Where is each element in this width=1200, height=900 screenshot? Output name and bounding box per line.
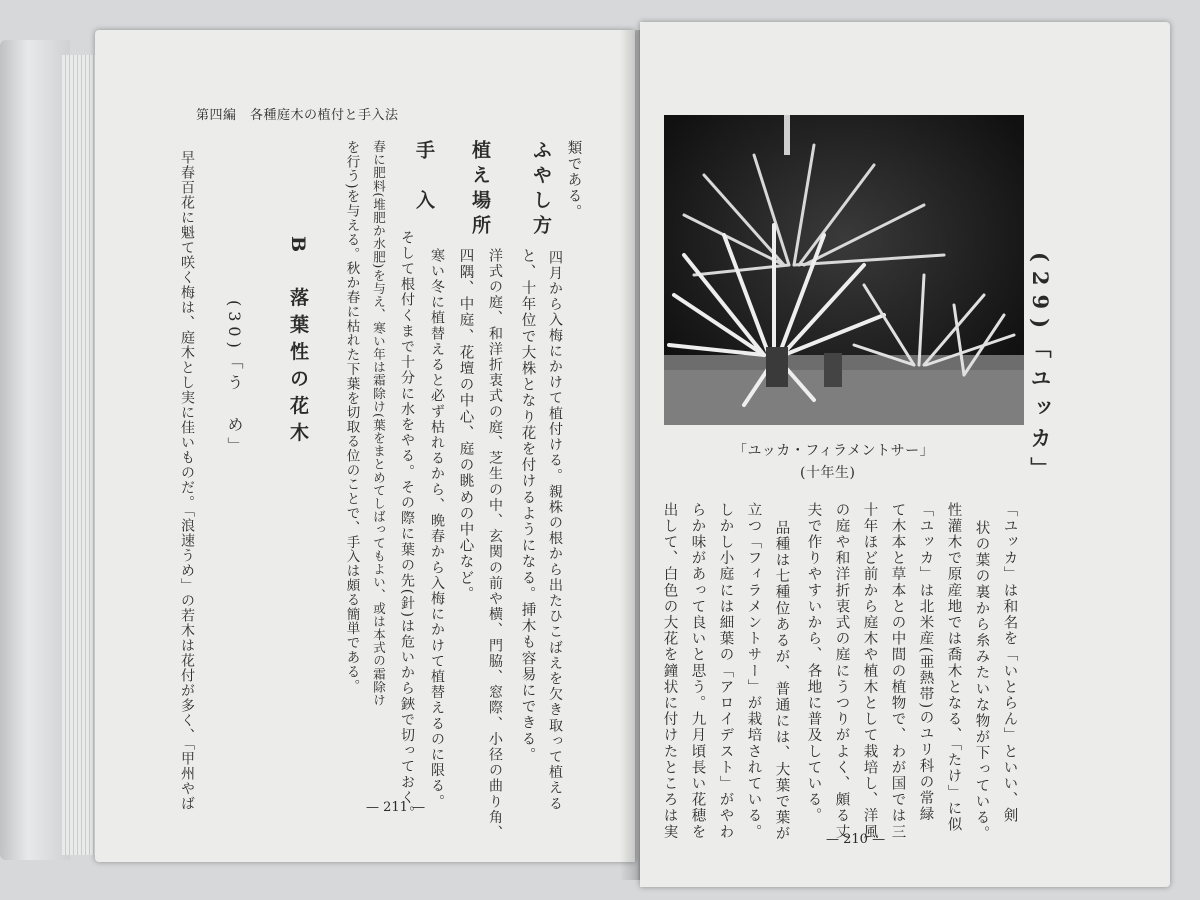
right-column-4: 「ユッカ」は北米産(亜熱帯)のユリ科の常緑: [917, 502, 934, 823]
right-column-6: 十年ほど前から庭木や植木として栽培し、洋風: [861, 502, 878, 841]
page-number-left: — 211 —: [366, 800, 426, 815]
yucca-photo: [664, 115, 1024, 425]
left-column-1: 類である。: [565, 140, 582, 221]
left-column-8: 春に肥料(堆肥か水肥)を与え、寒い年は霜除け(葉をまとめてしばってもよい、或は本式の霜除け: [371, 140, 387, 707]
left-column-5: 四隅、中庭、花壇の中心、庭の眺めの中心など。: [457, 248, 474, 603]
right-column-2: 状の葉の裏から糸みたいな物が下っている。: [973, 520, 990, 842]
left-column-2: 四月から入梅にかけて植付ける。親株の根から出たひこばえを欠き取って植える: [547, 250, 563, 812]
photo-subcaption: (十年生): [800, 465, 856, 481]
right-column-11: しかし小庭には細葉の「アロイデスト」がやわ: [717, 502, 734, 841]
book-cover-spine: [0, 40, 70, 860]
right-column-12: らか味があって良いと思う。九月頃長い花穂を: [689, 502, 706, 841]
right-column-13: 出して、白色の大花を鐘状に付けたところは実: [661, 502, 678, 841]
section-heading-deciduous: B 落葉性の花木: [287, 236, 309, 450]
photo-caption: 「ユッカ・フィラメントサー」: [733, 443, 935, 459]
right-column-7: の庭や和洋折衷式の庭にうつりがよく、頗る丈: [833, 502, 850, 841]
left-column-7: そして根付くまで十分に水をやる。その際に葉の先(針)は危いから鋏で切っておく。: [399, 230, 415, 822]
item-heading-ume: (30)「う め」: [225, 300, 244, 458]
right-column-8: 夫で作りやすいから、各地に普及している。: [805, 502, 822, 824]
right-column-3: 性灌木で原産地では喬木となる、「たけ」に似: [945, 502, 962, 833]
left-column-6: 寒い冬に植替えると必ず枯れるから、晩春から入梅にかけて植替えるのに限る。: [429, 248, 445, 810]
section-heading-care: 手 入: [413, 140, 435, 215]
right-column-1: 「ユッカ」は和名を「いとらん」といい、剣: [1001, 502, 1018, 824]
right-column-9: 品種は七種位あるが、普通には、大葉で葉が: [773, 520, 790, 842]
page-number-right: — 210 —: [826, 832, 886, 847]
yucca-plant-image: [664, 115, 1024, 425]
left-column-4: 洋式の庭、和洋折衷式の庭、芝生の中、玄関の前や横、門脇、窓際、小径の曲り角、: [487, 248, 503, 841]
right-column-5: て木本と草本との中間の植物で、わが国では三: [889, 502, 906, 841]
left-column-10: 早春百花に魁て咲く梅は、庭木とし実に佳いものだ。「浪速うめ」の若木は花付が多く、「甲州やば: [179, 150, 195, 811]
left-column-9: を行う)を与える。秋か春に枯れた下葉を切取る位のことで、手入は頗る簡単である。: [343, 140, 360, 694]
running-head: 第四編 各種庭木の植付と手入法: [196, 108, 399, 123]
left-column-3: と、十年位で大株となり花を付けるようになる。挿木も容易にできる。: [519, 248, 536, 764]
section-heading-location: 植え場所: [469, 140, 491, 240]
section-heading-propagation: ふやし方: [530, 140, 552, 240]
entry-heading-yucca: (29)「ユッカ」: [1028, 252, 1053, 488]
right-column-10: 立つ「フィラメントサー」が栽培されている。: [745, 502, 762, 841]
